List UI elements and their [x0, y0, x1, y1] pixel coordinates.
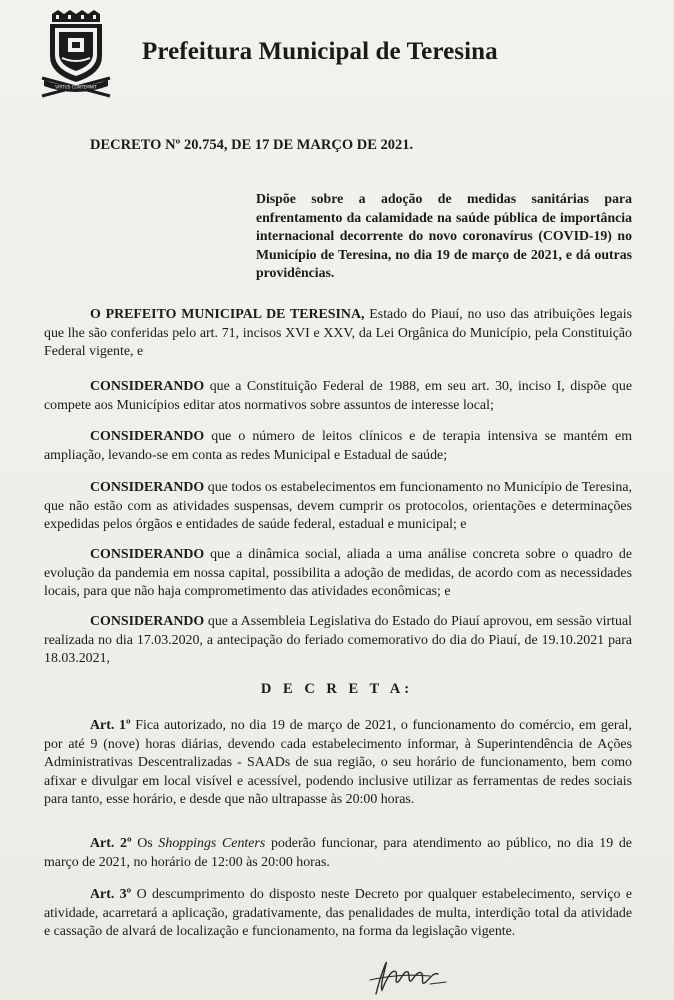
considerando-paragraph	[44, 378, 632, 415]
considerando-lead: CONSIDERANDO	[90, 547, 205, 562]
considerando-lead: CONSIDERANDO	[90, 614, 205, 629]
article-text: poderão funcionar, para atendimento ao público, no dia 19 de março de 2021, no horário de 12:00 às 20:00 horas.	[44, 836, 632, 870]
article-lead: Art. 3º	[90, 887, 132, 902]
considerando-paragraph	[44, 428, 632, 465]
teresina-coat-of-arms-icon	[38, 8, 114, 100]
considerando-text: que o número de leitos clínicos e de terapia intensiva se mantém em ampliação, levando-se em conta as redes Municipal e Estadual de saúde;	[44, 429, 632, 463]
article-text: Fica autorizado, no dia 19 de março de 2021, o funcionamento do comércio, em geral, por até 9 (nove) horas diárias, devendo cada estabelecimento informar, à Superintendência de Ações Administrativas Descentralizadas - SAADs de sua região, o seu horário de funcionamento, bem como afixar e divulgar em local visível e acessível, podendo inclusive utilizar as ferramentas de redes sociais para tanto, esse horário, e desde que não ultrapasse às 20:00 horas.	[44, 718, 632, 808]
decreta-heading: D E C R E T A:	[260, 681, 414, 697]
considerando-text: que a Assembleia Legislativa do Estado do Piauí aprovou, em sessão virtual realizada no dia 17.03.2020, a antecipação do feriado comemorativo do dia do Piauí, de 19.10.2021 para 18.03.2021,	[44, 614, 632, 667]
article-text-pre: Os	[131, 836, 159, 851]
article-lead: Art. 2º	[90, 836, 132, 851]
article-lead: Art. 1º	[90, 718, 131, 733]
considerando-text: que todos os estabelecimentos em funcionamento no Município de Teresina, que não estão com as atividades suspensas, devem cumprir os protocolos, orientações e determinações expedidas pelos órgãos e entidades de saúde federal, estadual e municipal; e	[44, 480, 632, 533]
article-text: O descumprimento do disposto neste Decreto por qualquer estabelecimento, serviço e atividade, acarretará a aplicação, gradativamente, das penalidades de multa, interdição total da atividade e cassação de alvará de localização e funcionamento, na forma da legislação vigente.	[44, 887, 632, 940]
article-paragraph	[44, 717, 632, 810]
considerando-text: que a dinâmica social, aliada a uma análise concreta sobre o quadro de evolução da pandemia em nossa capital, possibilita a adoção de medidas, de acordo com as necessidades locais, para que não haja comprometimento das atividades econômicas; e	[44, 547, 632, 600]
preamble-paragraph	[44, 306, 632, 362]
article-italic-term: Shoppings Centers	[158, 836, 266, 851]
article-paragraph	[44, 886, 632, 942]
organization-title: Prefeitura Municipal de Teresina	[142, 38, 498, 65]
decree-ementa: Dispõe sobre a adoção de medidas sanitárias para enfrentamento da calamidade na saúde pública de importância internacional decorrente do novo coronavírus (COVID-19) no Município de Teresina, no dia 19 de março de 2021, e dá outras providências.	[256, 191, 632, 280]
considerando-lead: CONSIDERANDO	[90, 480, 205, 495]
considerando-text: que a Constituição Federal de 1988, em seu art. 30, inciso I, dispõe que compete aos Municípios editar atos normativos sobre assuntos de interesse local;	[44, 379, 632, 413]
decree-title: DECRETO Nº 20.754, DE 17 DE MARÇO DE 2021.	[90, 137, 414, 153]
preamble-lead: O PREFEITO MUNICIPAL DE TERESINA,	[90, 307, 365, 322]
considerando-paragraph	[44, 479, 632, 535]
considerando-lead: CONSIDERANDO	[90, 429, 205, 444]
preamble-text: Estado do Piauí, no uso das atribuições legais que lhe são conferidas pelo art. 71, incisos XVI e XXV, da Lei Orgânica do Município, pela Constituição Federal vigente, e	[44, 307, 632, 360]
considerando-paragraph	[44, 613, 632, 669]
considerando-lead: CONSIDERANDO	[90, 379, 205, 394]
handwritten-signature-icon	[368, 950, 458, 1000]
article-paragraph	[44, 835, 632, 872]
crest-motto: VIRTUS CONTEMNIT	[55, 84, 97, 90]
considerando-paragraph	[44, 546, 632, 602]
